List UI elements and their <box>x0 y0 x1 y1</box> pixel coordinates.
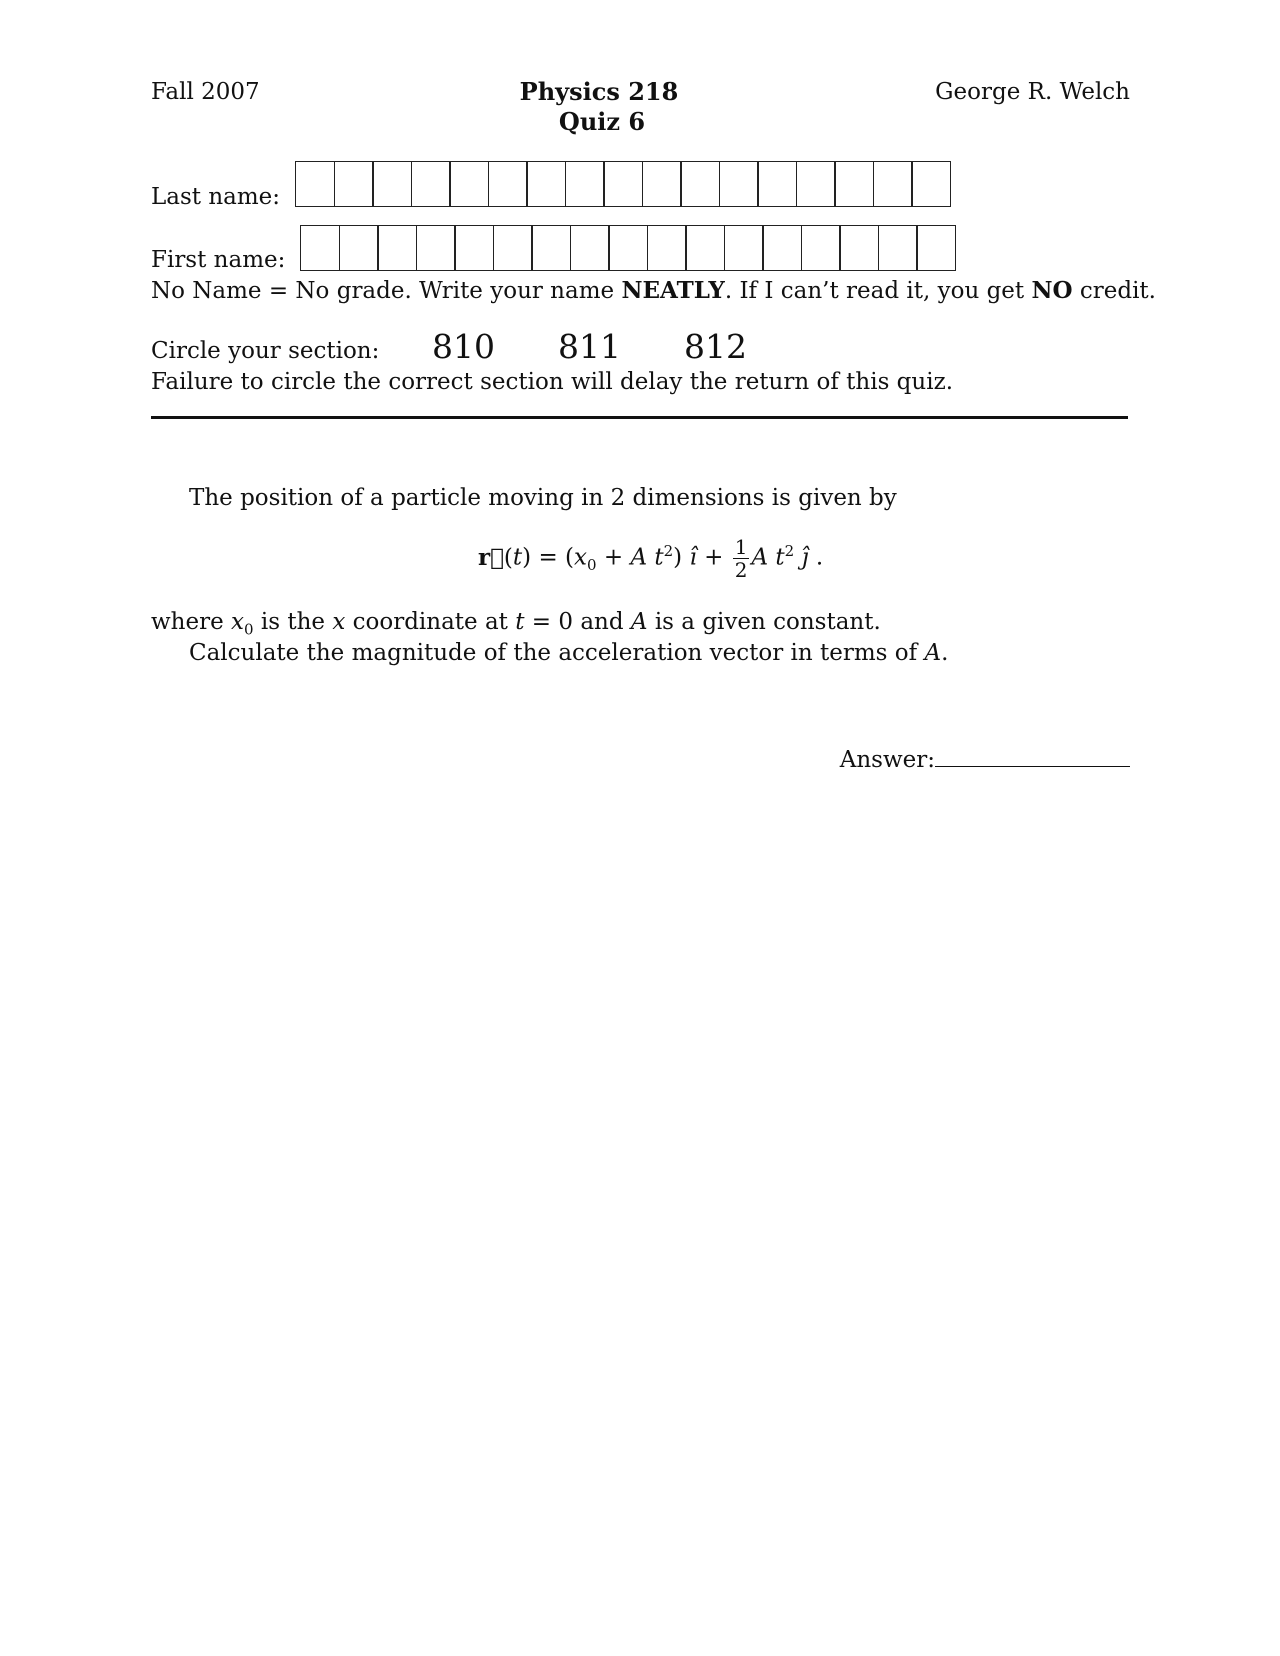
warning-text-2: . If I can’t read it, you get <box>724 278 1032 304</box>
last-name-letter-box[interactable] <box>565 161 605 207</box>
question-end: . <box>941 640 949 666</box>
last-name-label: Last name: <box>151 184 281 210</box>
last-name-letter-box[interactable] <box>873 161 913 207</box>
last-name-letter-box[interactable] <box>680 161 720 207</box>
first-name-letter-box[interactable] <box>801 225 841 271</box>
first-name-letter-box[interactable] <box>685 225 725 271</box>
last-name-letter-box[interactable] <box>757 161 797 207</box>
section-option-812[interactable]: 812 <box>684 327 747 366</box>
last-name-letter-box[interactable] <box>372 161 412 207</box>
first-name-letter-box[interactable] <box>416 225 456 271</box>
position-equation: r⃗(t) = ($x_0 + A$ $t^2$) ı̂ + $\frac{1}{2}$ A $t^2$ ȷ̂ . <box>478 535 824 582</box>
where-text-5: is a given constant. <box>647 609 881 635</box>
answer-blank[interactable] <box>935 744 1130 767</box>
answer-label: Answer: <box>839 747 935 773</box>
first-name-letter-box[interactable] <box>608 225 648 271</box>
last-name-letter-box[interactable] <box>334 161 374 207</box>
quiz-title: Quiz 6 <box>558 107 646 136</box>
last-name-letter-box[interactable] <box>796 161 836 207</box>
problem-intro: The position of a particle moving in 2 dimensions is given by <box>189 485 897 511</box>
last-name-boxes[interactable] <box>295 161 951 209</box>
first-name-boxes[interactable] <box>300 225 956 273</box>
warning-bold-no: NO <box>1031 277 1073 304</box>
name-warning <box>151 277 1156 305</box>
last-name-letter-box[interactable] <box>834 161 874 207</box>
first-name-letter-box[interactable] <box>300 225 340 271</box>
section-option-811[interactable]: 811 <box>558 327 621 366</box>
first-name-letter-box[interactable] <box>724 225 764 271</box>
warning-text-1: No Name = No grade. Write your name <box>151 278 622 304</box>
where-text-2: is the <box>253 609 333 635</box>
problem-question: Calculate the magnitude of the acceleration vector in terms of A. <box>189 640 949 666</box>
first-name-letter-box[interactable] <box>570 225 610 271</box>
last-name-letter-box[interactable] <box>911 161 951 207</box>
last-name-letter-box[interactable] <box>488 161 528 207</box>
first-name-letter-box[interactable] <box>377 225 417 271</box>
last-name-letter-box[interactable] <box>642 161 682 207</box>
last-name-letter-box[interactable] <box>719 161 759 207</box>
first-name-letter-box[interactable] <box>454 225 494 271</box>
warning-text-3: credit. <box>1072 278 1156 304</box>
last-name-letter-box[interactable] <box>449 161 489 207</box>
answer-field <box>840 744 1130 774</box>
last-name-letter-box[interactable] <box>411 161 451 207</box>
section-note: Failure to circle the correct section will delay the return of this quiz. <box>151 369 954 395</box>
instructor-name: George R. Welch <box>935 79 1130 105</box>
section-label: Circle your section: <box>151 338 380 364</box>
where-text-1: where <box>151 609 232 635</box>
first-name-letter-box[interactable] <box>878 225 918 271</box>
first-name-letter-box[interactable] <box>339 225 379 271</box>
section-option-810[interactable]: 810 <box>432 327 495 366</box>
problem-where: where $x_0$ is the x coordinate at t = 0 and A is a given constant. <box>151 609 881 639</box>
first-name-letter-box[interactable] <box>493 225 533 271</box>
term-label: Fall 2007 <box>151 79 260 105</box>
question-text: Calculate the magnitude of the acceleration vector in terms of <box>189 640 925 666</box>
last-name-letter-box[interactable] <box>603 161 643 207</box>
first-name-letter-box[interactable] <box>916 225 956 271</box>
first-name-letter-box[interactable] <box>647 225 687 271</box>
first-name-letter-box[interactable] <box>531 225 571 271</box>
course-title: Physics 218 <box>519 77 679 106</box>
where-text-3: coordinate at <box>345 609 516 635</box>
last-name-letter-box[interactable] <box>526 161 566 207</box>
warning-bold-neatly: NEATLY <box>621 277 725 304</box>
where-text-4: and <box>573 609 631 635</box>
first-name-letter-box[interactable] <box>839 225 879 271</box>
first-name-letter-box[interactable] <box>762 225 802 271</box>
first-name-label: First name: <box>151 247 286 273</box>
divider-rule <box>151 416 1128 419</box>
last-name-letter-box[interactable] <box>295 161 335 207</box>
